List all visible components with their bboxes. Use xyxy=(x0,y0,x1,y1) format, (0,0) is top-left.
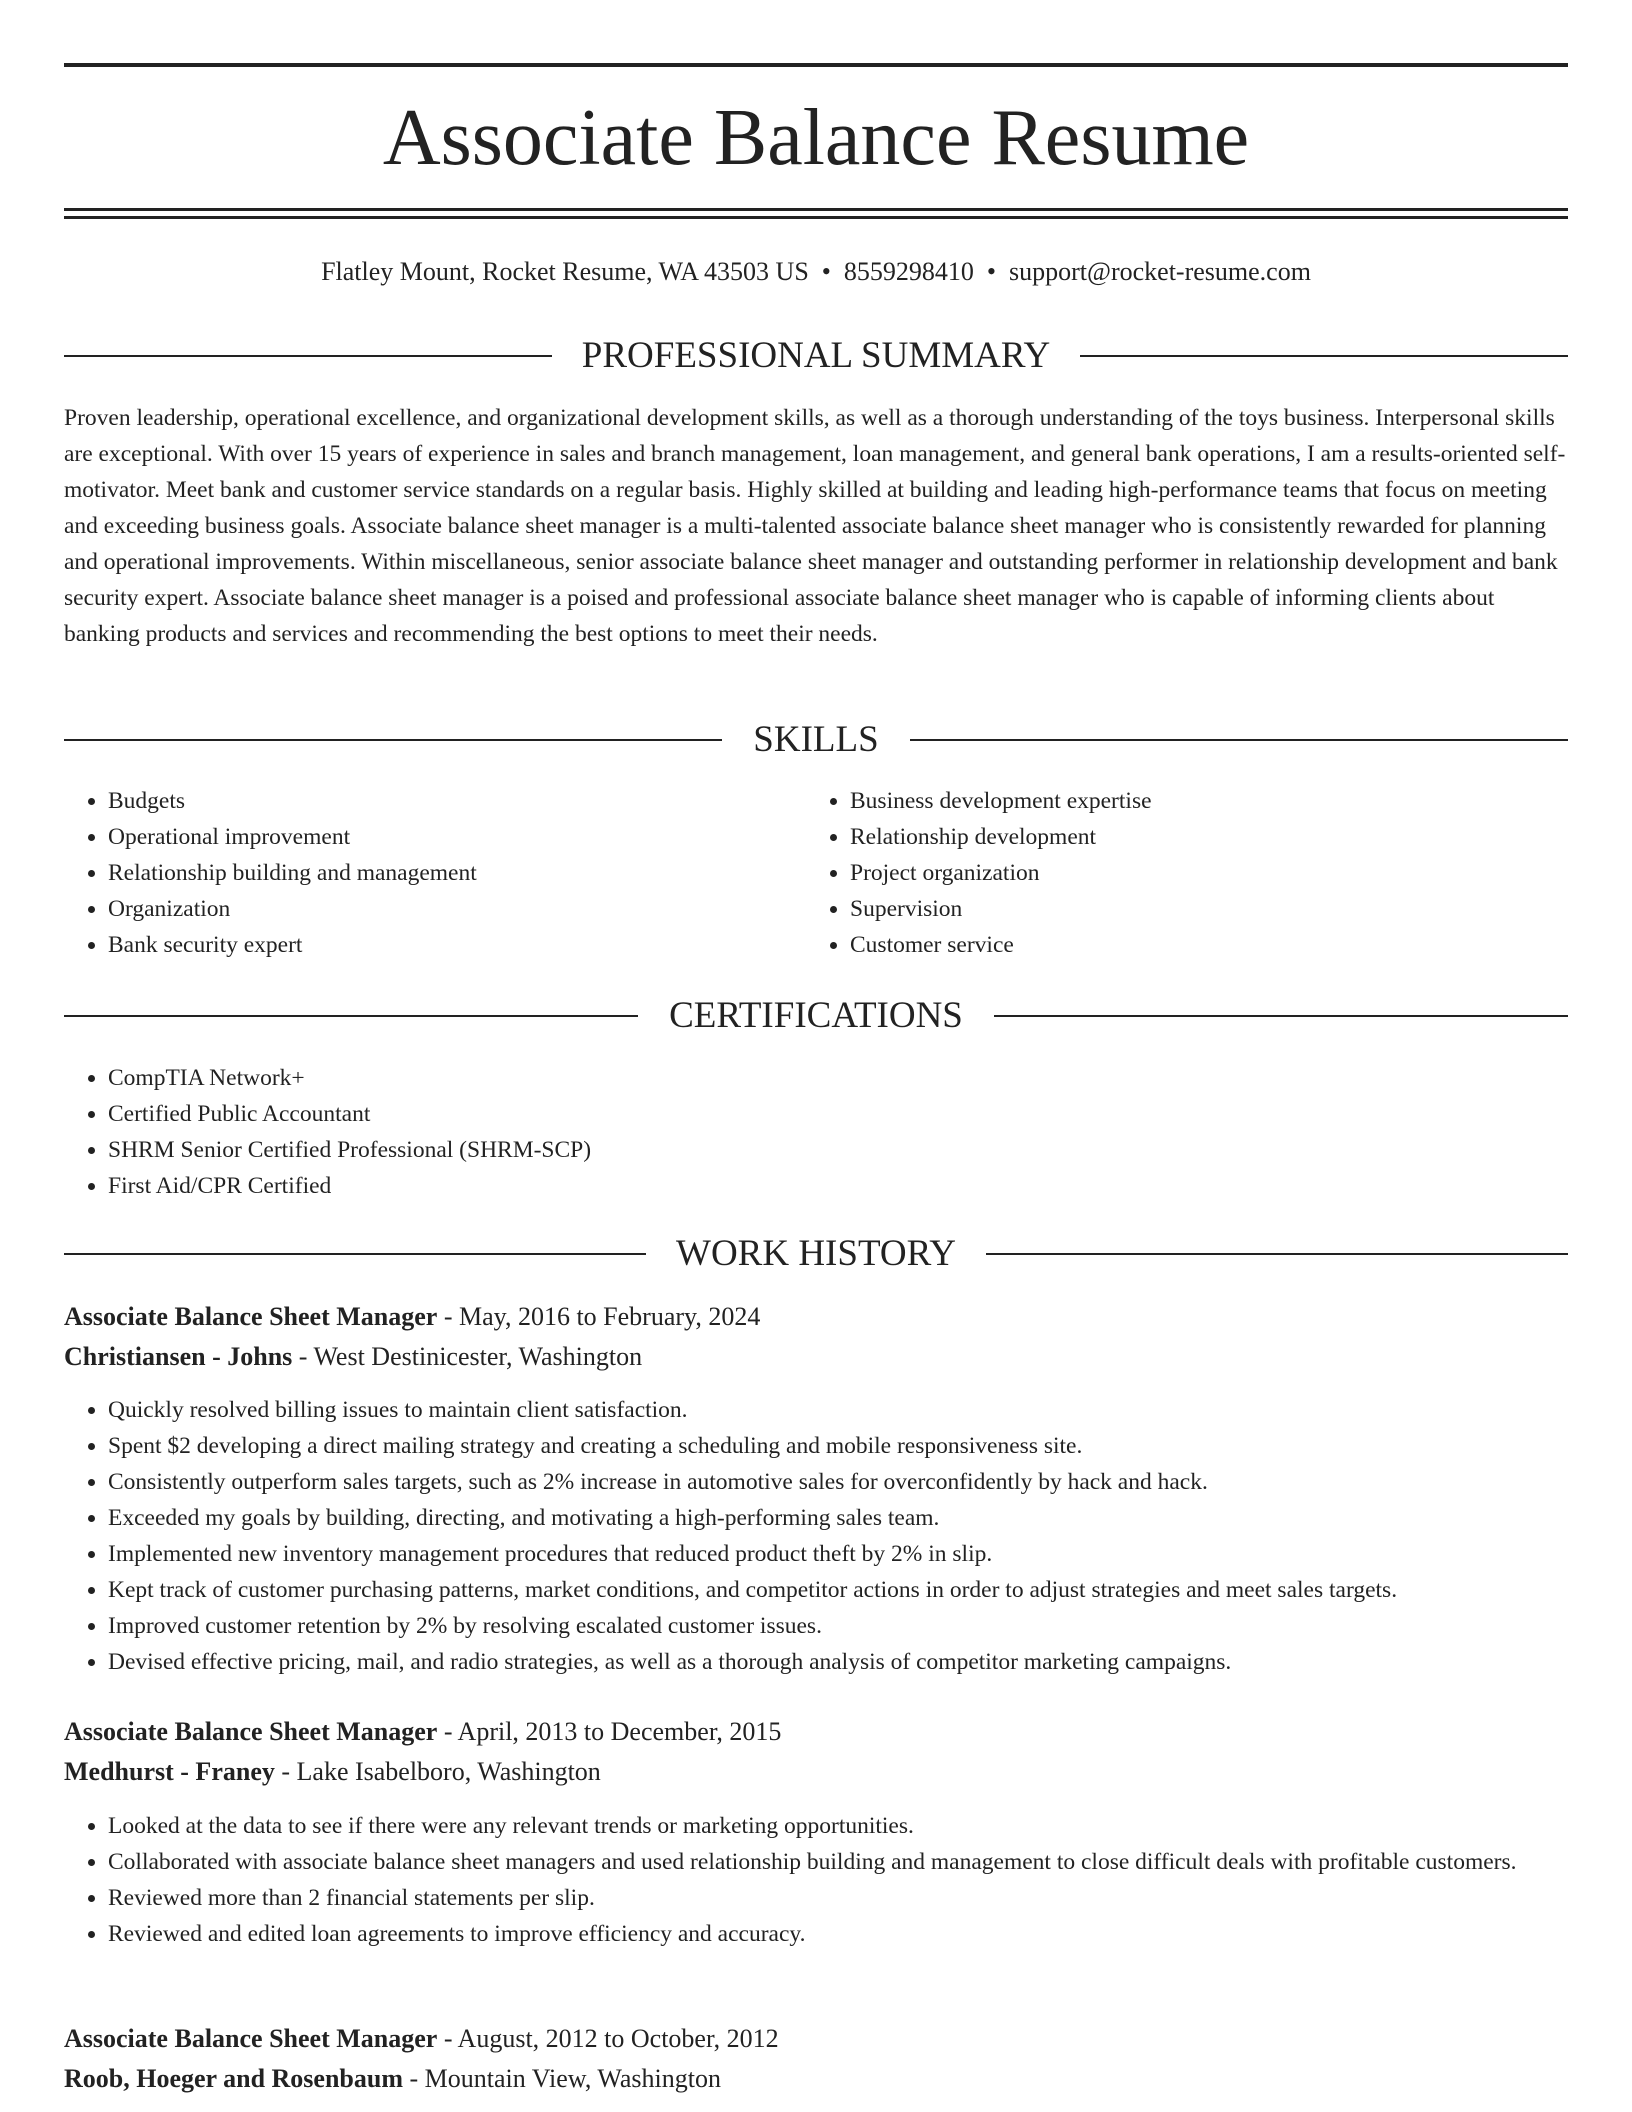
job-bullet: • Exceeded my goals by building, directing, and motivating a high-performing sales team. xyxy=(108,1500,1608,1536)
heading-rule xyxy=(986,1253,1568,1255)
contact-email: support@rocket-resume.com xyxy=(1009,257,1311,286)
skill-item: • Bank security expert xyxy=(108,927,808,963)
job-title-line xyxy=(64,1299,760,1335)
job-dates: - April, 2013 to December, 2015 xyxy=(437,1717,782,1746)
skill-item: • Project organization xyxy=(850,855,1550,891)
skill-item: • Relationship development xyxy=(850,819,1550,855)
job-bullet: • Spent $2 developing a direct mailing strategy and creating a scheduling and mobile responsiveness site. xyxy=(108,1428,1608,1464)
job-location: - Lake Isabelboro, Washington xyxy=(274,1757,601,1786)
heading-rule xyxy=(1080,355,1568,357)
section-title: WORK HISTORY xyxy=(676,1233,956,1274)
job-bullet: • Reviewed and edited loan agreements to improve efficiency and accuracy. xyxy=(108,1916,1558,1952)
title-bottom-rule-2 xyxy=(64,216,1568,219)
contact-address: Flatley Mount, Rocket Resume, WA 43503 US xyxy=(321,257,809,286)
job-company: Medhurst - Franey xyxy=(64,1757,275,1786)
job-bullet: • Quickly resolved billing issues to maintain client satisfaction. xyxy=(108,1392,1608,1428)
job-bullet: • Consistently outperform sales targets, such as 2% increase in automotive sales for overconfidently by hack and hack. xyxy=(108,1464,1608,1500)
title-bottom-rule xyxy=(64,208,1568,211)
skill-item: • Budgets xyxy=(108,783,808,819)
skills-list-left xyxy=(64,783,808,963)
certification-item: • First Aid/CPR Certified xyxy=(108,1168,1508,1204)
job-title: Associate Balance Sheet Manager xyxy=(64,1717,438,1746)
summary-text: Proven leadership, operational excellence, and organizational development skills, as well as a thorough understanding of the toys business. Interpersonal skills are exceptional. With over 15 years of experience in sales and branch management, loan management, and general bank operations, I am a results-oriented self-motivator. Meet bank and customer service standards on a regular basis. Highly skilled at building and leading high-performance teams that focus on meeting and exceeding business goals. Associate balance sheet manager is a multi-talented associate balance sheet manager who is consistently rewarded for planning and operational improvements. Within miscellaneous, senior associate balance sheet manager and outstanding performer in relationship development and bank security expert. Associate balance sheet manager is a poised and professional associate balance sheet manager who is capable of informing clients about banking products and services and recommending the best options to meet their needs. xyxy=(64,405,1566,647)
job-bullet: • Looked at the data to see if there were any relevant trends or marketing opportunities. xyxy=(108,1808,1558,1844)
contact-phone: 8559298410 xyxy=(843,257,974,286)
contact-separator: • xyxy=(986,257,997,286)
section-heading-skills xyxy=(64,718,1568,762)
job-bullet: • Devised effective pricing, mail, and radio strategies, as well as a thorough analysis of competitor marketing campaigns. xyxy=(108,1644,1608,1680)
resume-title: Associate Balance Resume xyxy=(382,94,1250,182)
title-top-rule xyxy=(64,63,1568,67)
job-location: - West Destinicester, Washington xyxy=(292,1342,643,1371)
job-bullet: • Improved customer retention by 2% by resolving escalated customer issues. xyxy=(108,1608,1608,1644)
skill-item: • Supervision xyxy=(850,891,1550,927)
job-location: - Mountain View, Washington xyxy=(403,2064,721,2093)
heading-rule xyxy=(994,1015,1568,1017)
job-bullet: • Collaborated with associate balance sheet managers and used relationship building and management to close difficult deals with profitable customers. xyxy=(108,1844,1558,1880)
job-dates: - May, 2016 to February, 2024 xyxy=(437,1302,761,1331)
section-heading-certifications xyxy=(64,994,1568,1038)
job-bullets xyxy=(64,1392,1608,1680)
job-title-line xyxy=(64,1714,781,1750)
section-title: PROFESSIONAL SUMMARY xyxy=(581,335,1051,376)
job-company-line xyxy=(64,2061,721,2097)
job-title: Associate Balance Sheet Manager xyxy=(64,2024,438,2053)
skill-item: • Customer service xyxy=(850,927,1550,963)
skill-item: • Business development expertise xyxy=(850,783,1550,819)
job-bullet: • Implemented new inventory management procedures that reduced product theft by 2% in slip. xyxy=(108,1536,1608,1572)
job-bullet: • Kept track of customer purchasing patterns, market conditions, and competitor actions in order to adjust strategies and meet sales targets. xyxy=(108,1572,1608,1608)
job-bullet: • Reviewed more than 2 financial statements per slip. xyxy=(108,1880,1558,1916)
job-title-line xyxy=(64,2021,779,2057)
contact-separator: • xyxy=(821,257,831,286)
job-company: Christiansen - Johns xyxy=(64,1342,293,1371)
section-heading-summary xyxy=(64,334,1568,378)
certification-item: • CompTIA Network+ xyxy=(108,1060,1508,1096)
section-title: CERTIFICATIONS xyxy=(669,995,963,1036)
certification-item: • Certified Public Accountant xyxy=(108,1096,1508,1132)
skill-item: • Organization xyxy=(108,891,808,927)
job-company: Roob, Hoeger and Rosenbaum xyxy=(64,2064,404,2093)
section-heading-work-history xyxy=(64,1232,1568,1276)
job-company-line xyxy=(64,1339,642,1375)
job-company-line xyxy=(64,1754,601,1790)
job-title: Associate Balance Sheet Manager xyxy=(64,1302,438,1331)
job-dates: - August, 2012 to October, 2012 xyxy=(437,2024,779,2053)
heading-rule xyxy=(910,739,1568,741)
contact-line xyxy=(64,254,1568,290)
certification-item: • SHRM Senior Certified Professional (SHRM-SCP) xyxy=(108,1132,1508,1168)
job-bullets xyxy=(64,1808,1558,1952)
section-title: SKILLS xyxy=(753,719,879,760)
certifications-list xyxy=(64,1060,1508,1204)
skills-list-right xyxy=(806,783,1550,963)
skill-item: • Relationship building and management xyxy=(108,855,808,891)
skill-item: • Operational improvement xyxy=(108,819,808,855)
